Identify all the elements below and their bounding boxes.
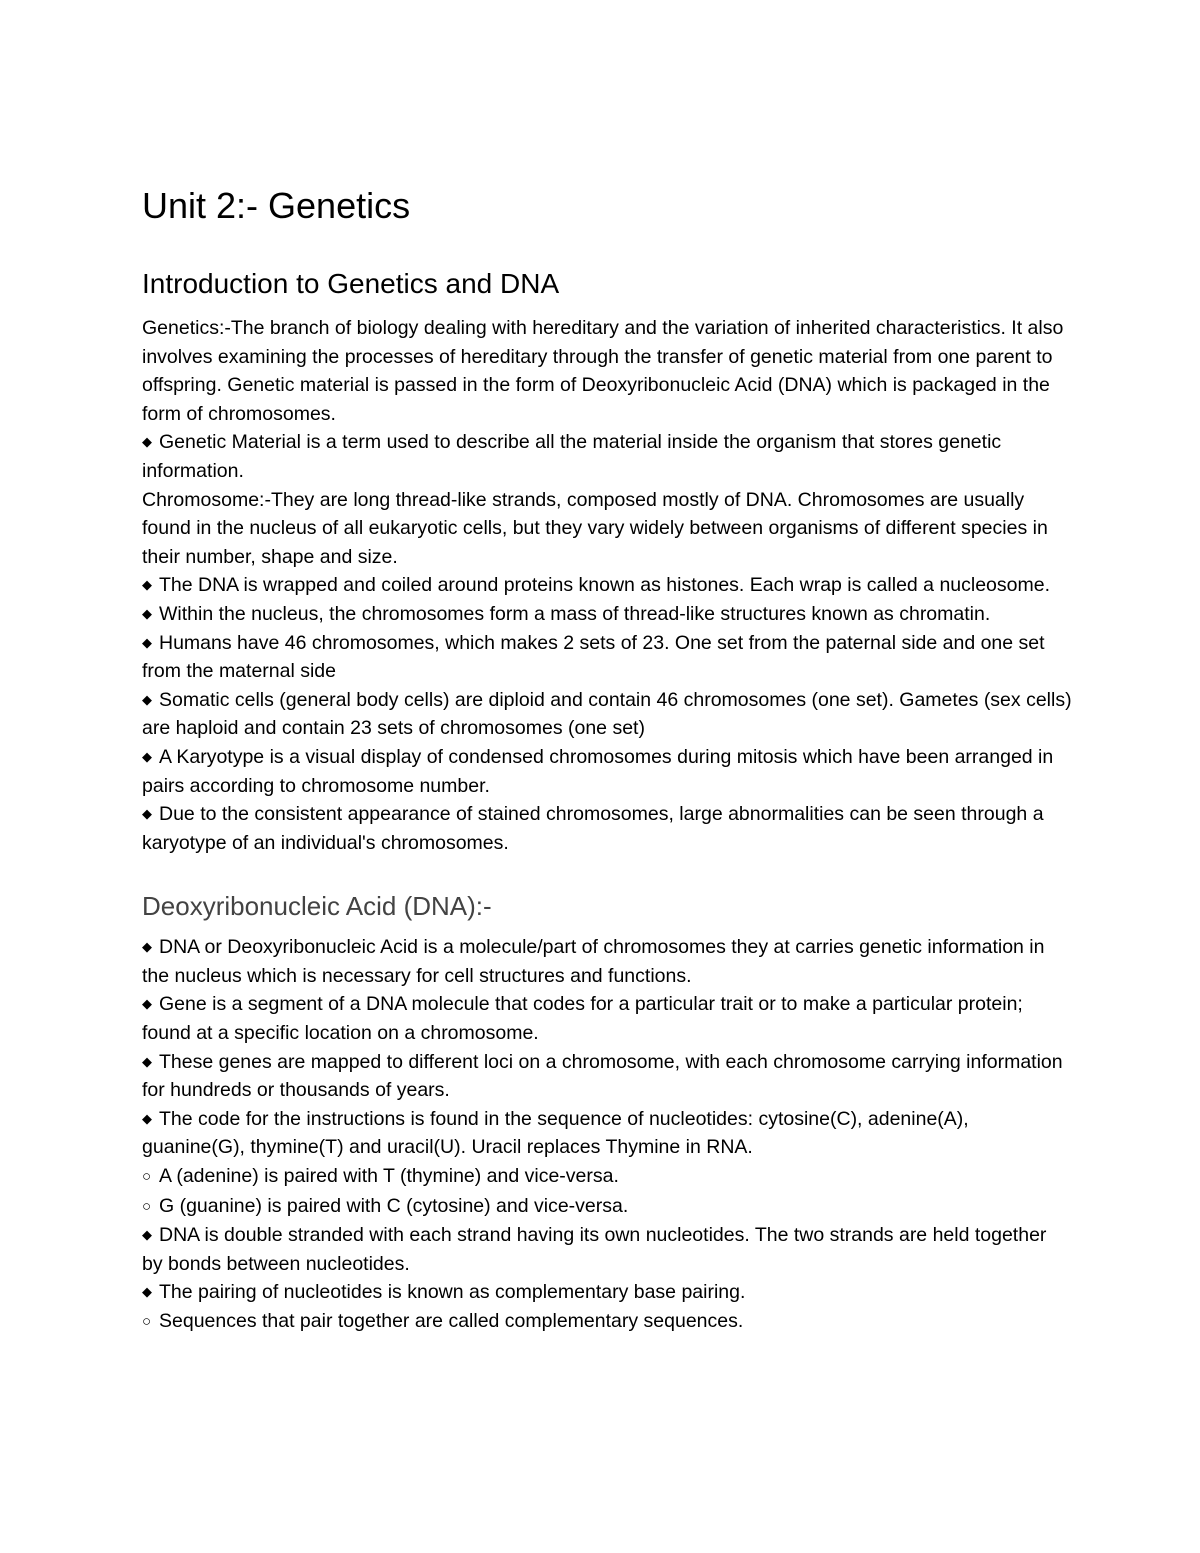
sub-bullet-item	[142, 1162, 1072, 1192]
diamond-bullet-icon: ◆	[142, 1053, 152, 1069]
paragraph-text: Genetics:-The branch of biology dealing with hereditary and the variation of inherited characteristics. It also involves examining the processes of hereditary through the transfer of genetic material from one parent to offspring. Genetic material is passed in the form of Deoxyribonucleic Acid (DNA) which is packaged in the form of chromosomes.	[142, 317, 1064, 425]
bullet-text: Sequences that pair together are called complementary sequences.	[159, 1310, 744, 1332]
diamond-bullet-icon: ◆	[142, 577, 152, 593]
bullet-item	[142, 1278, 1072, 1307]
bullet-item	[142, 428, 1072, 485]
section-heading-dna: Deoxyribonucleic Acid (DNA):-	[142, 891, 492, 922]
bullet-text: Somatic cells (general body cells) are diploid and contain 46 chromosomes (one set). Gametes (sex cells) are haploid and contain 23 sets of chromosomes (one set)	[142, 688, 1072, 740]
bullet-text: Humans have 46 chromosomes, which makes 2 sets of 23. One set from the paternal side and one set from the maternal side	[142, 631, 1045, 683]
sub-bullet-item	[142, 1307, 1072, 1337]
bullet-item	[142, 1221, 1072, 1278]
paragraph-chromosome-definition	[142, 486, 1072, 572]
bullet-text: G (guanine) is paired with C (cytosine) and vice-versa.	[159, 1194, 629, 1217]
diamond-bullet-icon: ◆	[142, 806, 152, 822]
diamond-bullet-icon: ◆	[142, 1110, 152, 1126]
bullet-item	[142, 743, 1072, 800]
bullet-text: A (adenine) is paired with T (thymine) and vice-versa.	[159, 1165, 619, 1188]
bullet-item	[142, 1048, 1072, 1105]
bullet-text: The DNA is wrapped and coiled around proteins known as histones. Each wrap is called a nucleosome.	[159, 574, 1051, 597]
diamond-bullet-icon: ◆	[142, 634, 152, 650]
circle-bullet-icon: ○	[142, 1168, 152, 1186]
circle-bullet-icon: ○	[142, 1313, 152, 1330]
circle-bullet-icon: ○	[142, 1197, 152, 1215]
document-page	[142, 180, 1072, 1337]
paragraph-genetics-definition	[142, 314, 1072, 428]
bullet-item	[142, 686, 1072, 743]
bullet-item	[142, 990, 1072, 1047]
document-title: Unit 2:- Genetics	[142, 185, 411, 226]
section-dna-body	[142, 933, 1072, 1336]
bullet-item	[142, 1105, 1072, 1162]
bullet-item	[142, 933, 1072, 990]
diamond-bullet-icon: ◆	[142, 605, 152, 621]
bullet-text: DNA or Deoxyribonucleic Acid is a molecule/part of chromosomes they at carries genetic information in the nucleus which is necessary for cell structures and functions.	[142, 936, 1045, 987]
bullet-item	[142, 800, 1072, 857]
bullet-item	[142, 571, 1072, 600]
bullet-item	[142, 600, 1072, 629]
bullet-text: A Karyotype is a visual display of condensed chromosomes during mitosis which have been arranged in pairs according to chromosome number.	[142, 745, 1054, 797]
diamond-bullet-icon: ◆	[142, 691, 152, 707]
diamond-bullet-icon: ◆	[142, 434, 152, 450]
bullet-text: DNA is double stranded with each strand having its own nucleotides. The two strands are held together by bonds between nucleotides.	[142, 1224, 1047, 1275]
diamond-bullet-icon: ◆	[142, 996, 152, 1012]
bullet-text: Within the nucleus, the chromosomes form a mass of thread-like structures known as chromatin.	[159, 602, 991, 625]
bullet-text: Due to the consistent appearance of stained chromosomes, large abnormalities can be seen through a karyotype of an individual's chromosomes.	[142, 803, 1044, 854]
section-heading-intro: Introduction to Genetics and DNA	[142, 268, 560, 299]
sub-bullet-item	[142, 1192, 1072, 1222]
bullet-text: Gene is a segment of a DNA molecule that codes for a particular trait or to make a particular protein; found at a specific location on a chromosome.	[142, 993, 1023, 1045]
section-intro-body	[142, 314, 1072, 857]
bullet-text: The code for the instructions is found in the sequence of nucleotides: cytosine(C), adenine(A), guanine(G), thymine(T) and uracil(U). Uracil replaces Thymine in RNA.	[142, 1107, 969, 1159]
bullet-item	[142, 629, 1072, 686]
diamond-bullet-icon: ◆	[142, 939, 152, 955]
diamond-bullet-icon: ◆	[142, 1227, 152, 1243]
paragraph-text: Chromosome:-They are long thread-like strands, composed mostly of DNA. Chromosomes are usually found in the nucleus of all eukaryotic cells, but they vary widely between organisms of different species in their number, shape and size.	[142, 488, 1048, 568]
bullet-text: The pairing of nucleotides is known as complementary base pairing.	[159, 1281, 746, 1304]
bullet-text: Genetic Material is a term used to describe all the material inside the organism that stores genetic information.	[142, 431, 1002, 482]
diamond-bullet-icon: ◆	[142, 1284, 152, 1300]
bullet-text: These genes are mapped to different loci on a chromosome, with each chromosome carrying information for hundreds or thousands of years.	[142, 1050, 1063, 1102]
diamond-bullet-icon: ◆	[142, 748, 152, 764]
